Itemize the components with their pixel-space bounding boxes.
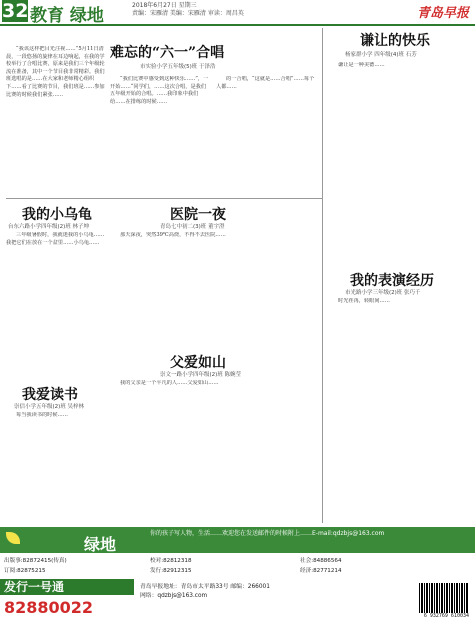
- barcode-number: 6 932769 610034: [423, 613, 469, 619]
- article-byline: 台东六路小学四年级(2)班 林子坤: [8, 224, 90, 230]
- main-article-col2: “我们比赛中感受到这种快乐……”，一开始……“同学们，……这次合唱，是我们五年级开始的合唱。……我印象中我们给……在排练的时候……: [110, 76, 209, 105]
- barcode-icon: [419, 583, 469, 613]
- main-article-byline: 市实验小学五年级(5)班 于泽浩: [140, 64, 216, 70]
- paper-logo: 青岛早报: [416, 6, 469, 21]
- footer-label: 发行一号通: [0, 579, 134, 595]
- page-header: [0, 0, 475, 26]
- contacts-row: 出版事:82872415(传真) 订阅:82875215 校对:82812318 发行:82912315 社会:84886564 经济:82771214: [4, 558, 342, 574]
- divider: [322, 28, 323, 523]
- page-number: 32: [2, 0, 29, 22]
- main-article-col3: 的一合唱，“这就是……合唱”……每个人都……: [216, 76, 315, 90]
- article-byline: 崇文一路小学四年级(2)班 陈婉莹: [160, 372, 242, 378]
- footer: [0, 579, 475, 620]
- article-byline: 崇信小学五年级(2)班 吴梓林: [14, 404, 85, 410]
- footer-phone: 82880022: [4, 598, 94, 617]
- article-body: 那天深夜，突然39℃高烧，不得不去医院……: [120, 232, 226, 238]
- banner-label: 绿地: [84, 535, 117, 554]
- article-title: 医院一夜: [170, 207, 226, 223]
- article-title: 我爱读书: [22, 387, 78, 403]
- date-line: 2018年6月27日 星期三 责编：宋雁清 美编：宋雁清 审读：周昌英: [132, 2, 244, 17]
- article-body: 我的父亲是一个平凡的人……父爱如山……: [120, 380, 219, 386]
- banner-text: 你的孩子写人物，生活……欢迎您在发送邮件的时候附上……E-mail:qdzbjs@163.com: [150, 530, 385, 537]
- article-body: 三年级暑假时，我就迷我的小乌龟……我把它们在放在一个盆里……小乌龟……: [6, 232, 105, 246]
- article-title: 我的小乌龟: [22, 207, 92, 223]
- footer-detail: 青岛早报地址：青岛市太平路33号 邮编：266001 网络：qdzbjs@163.com: [140, 584, 270, 599]
- article-byline: 市光路小学三年级(2)班 张巧千: [345, 290, 421, 296]
- divider: [6, 198, 322, 199]
- article-title: 父爱如山: [170, 355, 226, 371]
- article-title: 我的表演经历: [350, 273, 434, 289]
- article-body: 谦让是一种美德……: [338, 62, 385, 68]
- main-article-col1: “我该这样把目光注视……”5月11日清晨，一段悠扬的旋律在耳边响起，在我的学校举行了合唱比赛，原来是我们三个年级轮流在准备，其中一个节目我非常精彩。我们班选唱的是……在大家和老师精心组织下……看了比赛的节目，我们班是……参加比赛的时候我们紧张……: [6, 46, 105, 98]
- article-title: 谦让的快乐: [360, 33, 430, 49]
- article-body: 时光荏苒，转眼间……: [338, 298, 390, 304]
- green-banner: [0, 527, 475, 553]
- article-body: 每当我读书的时候……: [16, 412, 68, 418]
- article-byline: 杨家群小学 四年级(4)班 石芳: [345, 52, 417, 58]
- article-byline: 青岛七中初二(3)班 董宇澄: [160, 224, 225, 230]
- main-article-title: 难忘的“六一”合唱: [110, 45, 225, 61]
- section-title: 教育 绿地: [30, 6, 104, 26]
